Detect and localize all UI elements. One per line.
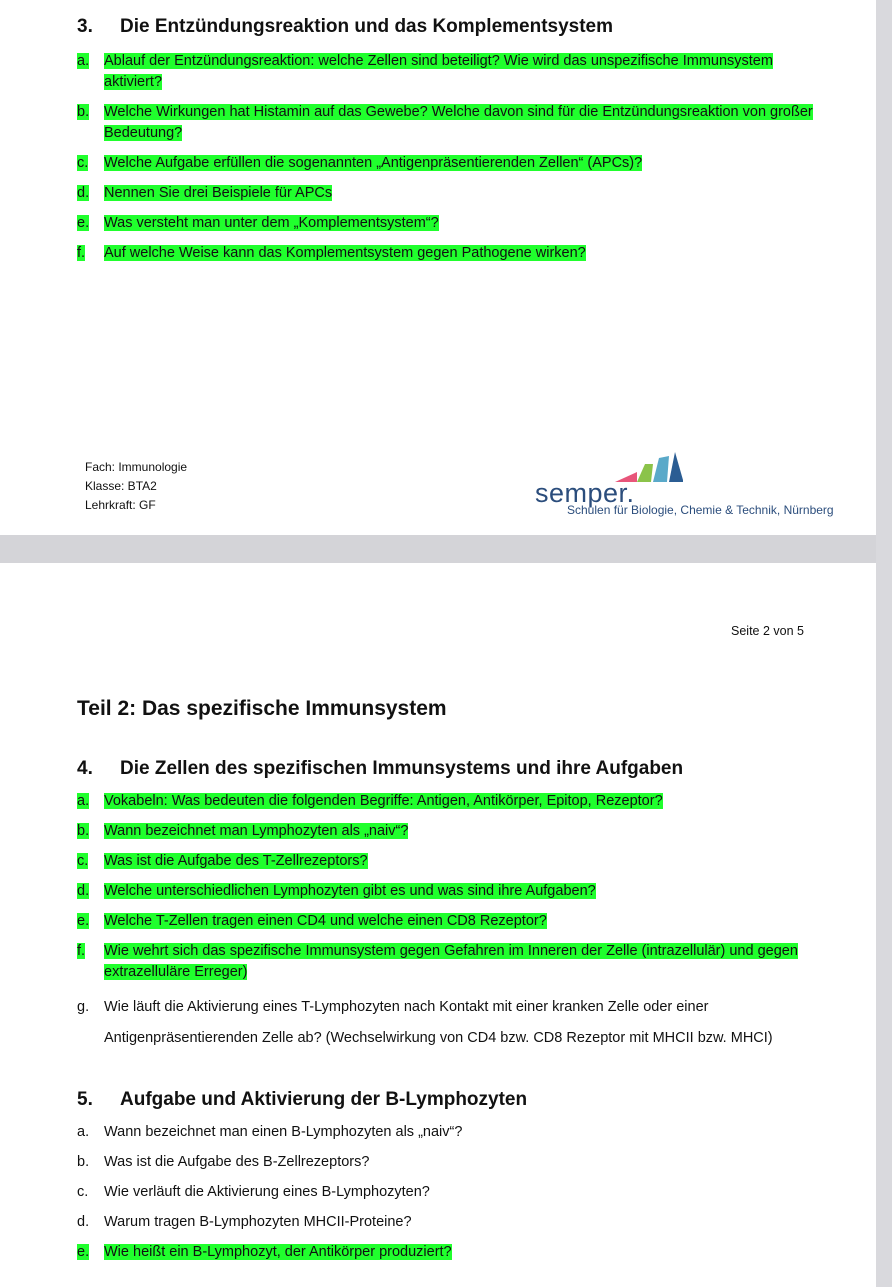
section-number: 5. (77, 1089, 93, 1110)
subject-label: Fach: Immunologie (85, 460, 188, 474)
logo-wordmark: semper. (535, 478, 635, 508)
class-label: Klasse: BTA2 (85, 479, 157, 493)
sail-green (637, 464, 653, 482)
question-item: c. Was ist die Aufgabe des T-Zellrezeptors? (77, 853, 368, 869)
question-item: c. Welche Aufgabe erfüllen die sogenannten „Antigenpräsentierenden Zellen“ (APCs)? (77, 155, 643, 171)
logo-tagline: Schulen für Biologie, Chemie & Technik, Nürnberg (567, 503, 834, 517)
question-item: e. Wie heißt ein B-Lymphozyt, der Antikörper produziert? (77, 1244, 452, 1260)
section-title: Die Entzündungsreaktion und das Komplementsystem (120, 16, 614, 37)
section-4-heading (77, 758, 683, 780)
question-item: a. Ablauf der Entzündungsreaktion: welche Zellen sind beteiligt? Wie wird das unspezifische Immunsystem aktiviert? (77, 53, 773, 90)
section-5-question-list (77, 1122, 817, 1263)
question-item: d. Warum tragen B-Lymphozyten MHCII-Proteine? (77, 1214, 412, 1230)
question-item: e. Was versteht man unter dem „Komplementsystem“? (77, 215, 439, 231)
document-page-1 (0, 0, 876, 535)
section-3-heading (77, 16, 613, 38)
question-item: b. Was ist die Aufgabe des B-Zellrezeptors? (77, 1154, 370, 1170)
section-number: 4. (77, 758, 93, 779)
question-item: e. Welche T-Zellen tragen einen CD4 und welche einen CD8 Rezeptor? (77, 913, 547, 929)
question-item: a. Vokabeln: Was bedeuten die folgenden Begriffe: Antigen, Antikörper, Epitop, Rezeptor? (77, 793, 663, 809)
section-number: 3. (77, 16, 93, 37)
window-scrollbar[interactable] (876, 0, 892, 1287)
teacher-label: Lehrkraft: GF (85, 498, 156, 512)
question-item: d. Nennen Sie drei Beispiele für APCs (77, 185, 333, 201)
section-5-heading (77, 1089, 527, 1111)
question-item: g. Wie läuft die Aktivierung eines T-Lymphozyten nach Kontakt mit einer kranken Zelle oder einer Antigenpräsentierenden Zelle ab? (Wechselwirkung von CD4 bzw. CD8 Rezeptor mit MHCII bzw. MHCI) (77, 999, 773, 1046)
question-item: f. Wie wehrt sich das spezifische Immunsystem gegen Gefahren im Inneren der Zelle (intrazellulär) und gegen extrazelluläre Erreger) (77, 943, 798, 980)
question-item: b. Welche Wirkungen hat Histamin auf das Gewebe? Welche davon sind für die Entzündungsreaktion von großer Bedeutung? (77, 104, 813, 141)
section-title: Aufgabe und Aktivierung der B-Lymphozyten (120, 1089, 528, 1110)
question-item: d. Welche unterschiedlichen Lymphozyten gibt es und was sind ihre Aufgaben? (77, 883, 596, 899)
document-page-2 (0, 563, 876, 1287)
question-item: f. Auf welche Weise kann das Komplementsystem gegen Pathogene wirken? (77, 245, 586, 261)
semper-logo (535, 450, 855, 525)
question-item: b. Wann bezeichnet man Lymphozyten als „naiv“? (77, 823, 409, 839)
question-item: a. Wann bezeichnet man einen B-Lymphozyten als „naiv“? (77, 1124, 463, 1140)
course-info (85, 458, 187, 515)
part-title: Teil 2: Das spezifische Immunsystem (77, 697, 447, 720)
section-4-question-list (77, 791, 817, 1054)
sail-darkblue (669, 452, 683, 482)
sail-lightblue (653, 456, 669, 482)
section-3-question-list (77, 51, 817, 264)
question-item: c. Wie verläuft die Aktivierung eines B-Lymphozyten? (77, 1184, 430, 1200)
page-number: Seite 2 von 5 (731, 624, 804, 638)
section-title: Die Zellen des spezifischen Immunsystems und ihre Aufgaben (120, 758, 684, 779)
